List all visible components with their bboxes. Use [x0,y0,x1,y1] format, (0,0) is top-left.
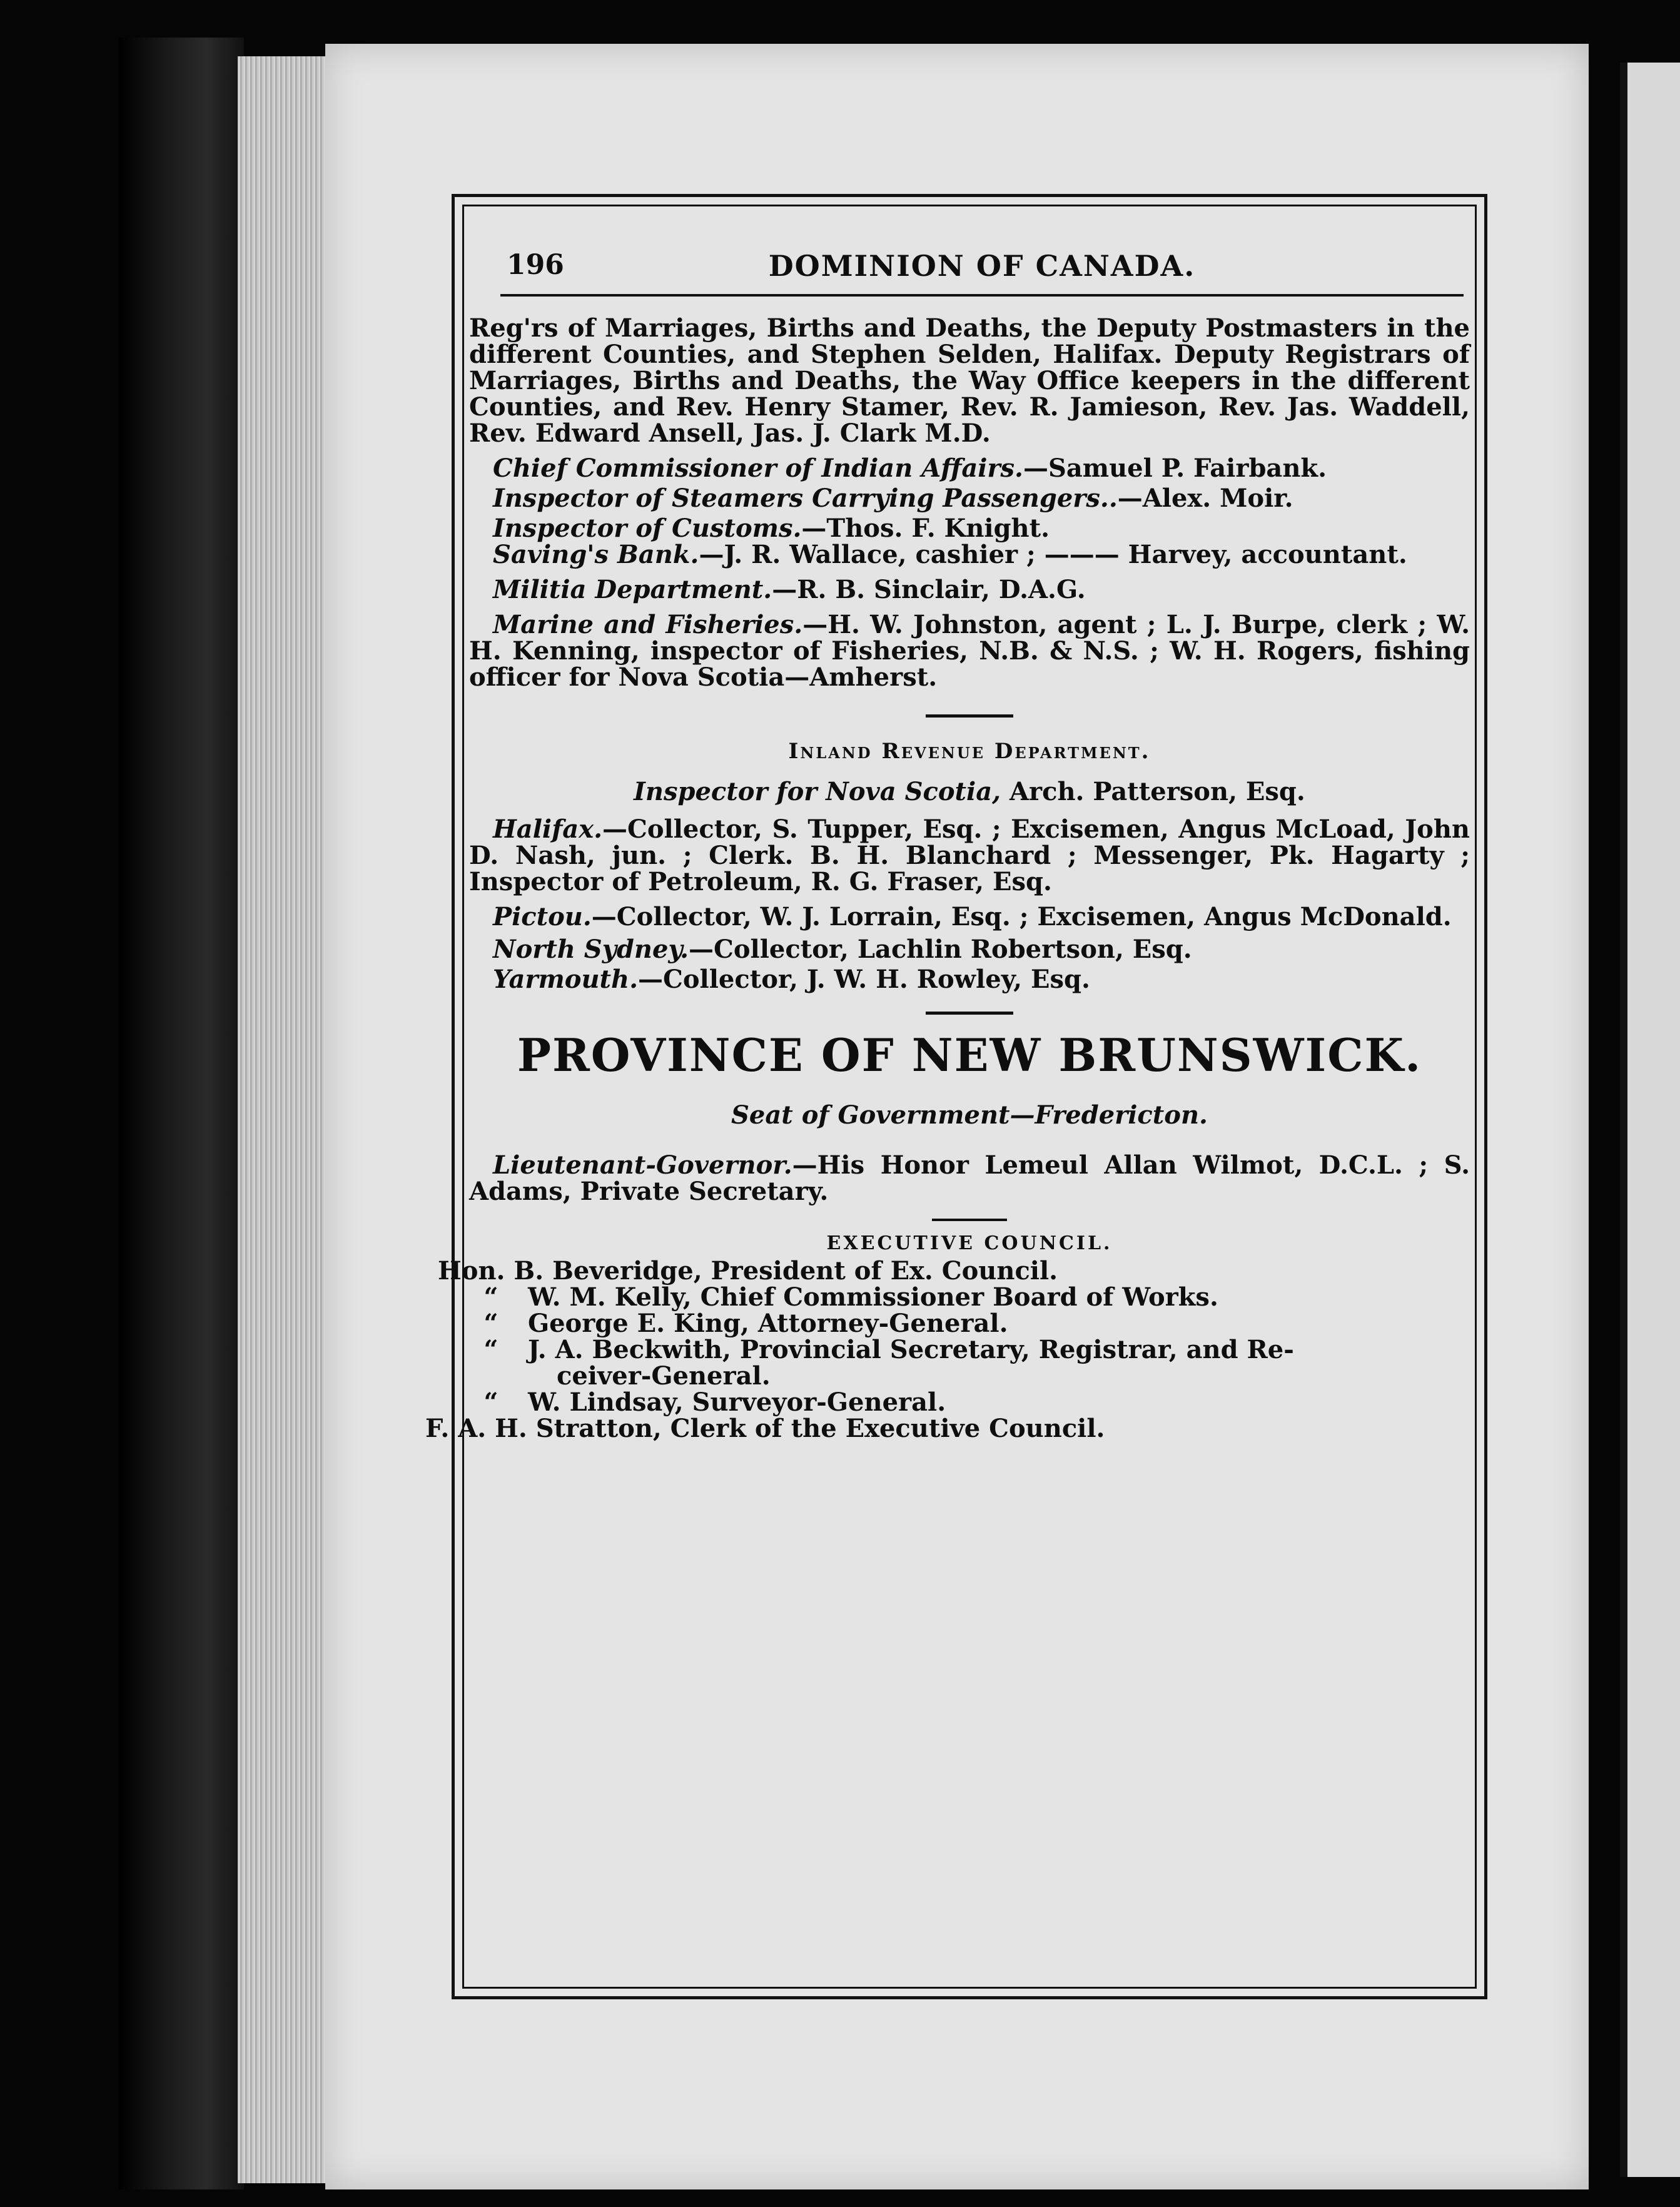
entry-lead: Yarmouth. [493,965,639,994]
member-text: J. A. Beckwith, Provincial Secretary, Registrar, and Re- [527,1335,1294,1364]
entry-yarmouth [469,967,1470,993]
lt-governor-text: —His Honor Lemeul Allan Wilmot, D.C.L. ; S. Adams, Private Secretary. [469,1150,1470,1206]
paragraph-text: —H. W. Johnston, agent ; L. J. Burpe, clerk ; W. H. Kenning, inspector of Fisheries, N.B. & N.S. ; W. H. Rogers, fishing officer for Nova Scotia—Amherst. [469,610,1470,692]
paragraph-customs [469,515,1470,542]
inland-revenue-heading: Inland Revenue Department. [788,739,1151,764]
book-spine-shadow [119,38,244,2189]
member-text-continued: ceiver-General. [557,1361,771,1391]
lt-governor-lead: Lieutenant-Governor. [493,1150,792,1180]
paragraph-lead: Saving's Bank. [493,540,699,569]
member-prefix: “ [483,1388,498,1417]
member-prefix: “ [483,1309,498,1338]
section-divider [926,714,1013,718]
entry-text: —Collector, Lachlin Robertson, Esq. [689,935,1192,964]
council-member [463,1284,1476,1311]
paragraph-lead: Militia Department. [493,575,772,604]
inland-revenue-inspector [463,778,1476,806]
entry-pictou [469,904,1470,930]
member-text: W. M. Kelly, Chief Commissioner Board of Works. [527,1282,1218,1312]
book-page-edges [238,56,331,2183]
entry-halifax [469,816,1470,895]
running-head [500,244,1464,297]
executive-council-heading: EXECUTIVE COUNCIL. [826,1232,1113,1254]
lieutenant-governor [469,1152,1470,1205]
council-clerk [425,1416,1476,1442]
council-member [463,1337,1476,1389]
seat-of-government: Seat of Government—Fredericton. [731,1100,1208,1130]
inspector-lead: Inspector for Nova Scotia, [634,777,1001,806]
entry-lead: North Sydney. [493,935,689,964]
member-text: George E. King, Attorney-General. [527,1309,1008,1338]
paragraph-militia [469,577,1470,603]
entry-lead: Halifax. [493,814,602,844]
member-text: B. Beveridge, President of Ex. Council. [514,1256,1058,1286]
paragraph-registrars [469,315,1470,447]
page-number: 196 [507,249,564,281]
paragraph-steamers [469,485,1470,512]
entry-text: —Collector, W. J. Lorrain, Esq. ; Excisemen, Angus McDonald. [591,902,1452,931]
paragraph-indian-affairs [469,455,1470,482]
paragraph-marine-fisheries [469,612,1470,691]
council-member [463,1389,1476,1416]
member-prefix: “ [483,1282,498,1312]
inspector-text: Arch. Patterson, Esq. [1001,777,1305,806]
paragraph-text: —Alex. Moir. [1117,484,1293,513]
paragraph-lead: Chief Commissioner of Indian Affairs. [493,454,1023,483]
entry-text: —Collector, S. Tupper, Esq. ; Excisemen, Angus McLoad, John D. Nash, jun. ; Clerk. B. H. Blanchard ; Messenger, Pk. Hagarty ; Inspector of Petroleum, R. G. Fraser, Esq. [469,814,1470,896]
facing-page-edge [1620,63,1680,2177]
paragraph-lead: Inspector of Steamers Carrying Passengers.. [493,484,1118,513]
paragraph-text: —J. R. Wallace, cashier ; ——— Harvey, accountant. [699,540,1407,569]
paragraph-text: Reg'rs of Marriages, Births and Deaths, the Deputy Postmasters in the different Counties, and Stephen Selden, Halifax. Deputy Registrars of Marriages, Births and Deaths, the Way Office keepers in the different Counties, and Rev. Henry Stamer, Rev. R. Jamieson, Rev. Jas. Waddell, Rev. Edward Ansell, Jas. J. Clark M.D. [469,313,1470,448]
council-member [463,1311,1476,1337]
member-prefix: Hon. [438,1256,505,1286]
paragraph-text: —Thos. F. Knight. [801,514,1050,543]
ornamental-divider [932,1219,1007,1221]
council-member [438,1258,1476,1284]
entry-text: —Collector, J. W. H. Rowley, Esq. [638,965,1090,994]
member-text: W. Lindsay, Surveyor-General. [527,1388,946,1417]
member-prefix: “ [483,1335,498,1364]
paragraph-lead: Inspector of Customs. [493,514,802,543]
paragraph-text: —Samuel P. Fairbank. [1023,454,1327,483]
running-head-title: DOMINION OF CANADA. [768,249,1196,283]
section-divider [926,1012,1013,1015]
page-content [425,244,1476,1443]
paragraph-savings-bank [469,542,1470,568]
clerk-text: F. A. H. Stratton, Clerk of the Executive Council. [425,1414,1105,1443]
paragraph-text: —R. B. Sinclair, D.A.G. [772,575,1086,604]
entry-lead: Pictou. [493,902,592,931]
province-title: PROVINCE OF NEW BRUNSWICK. [517,1028,1422,1082]
entry-north-sydney [469,936,1470,963]
paragraph-lead: Marine and Fisheries. [493,610,803,639]
